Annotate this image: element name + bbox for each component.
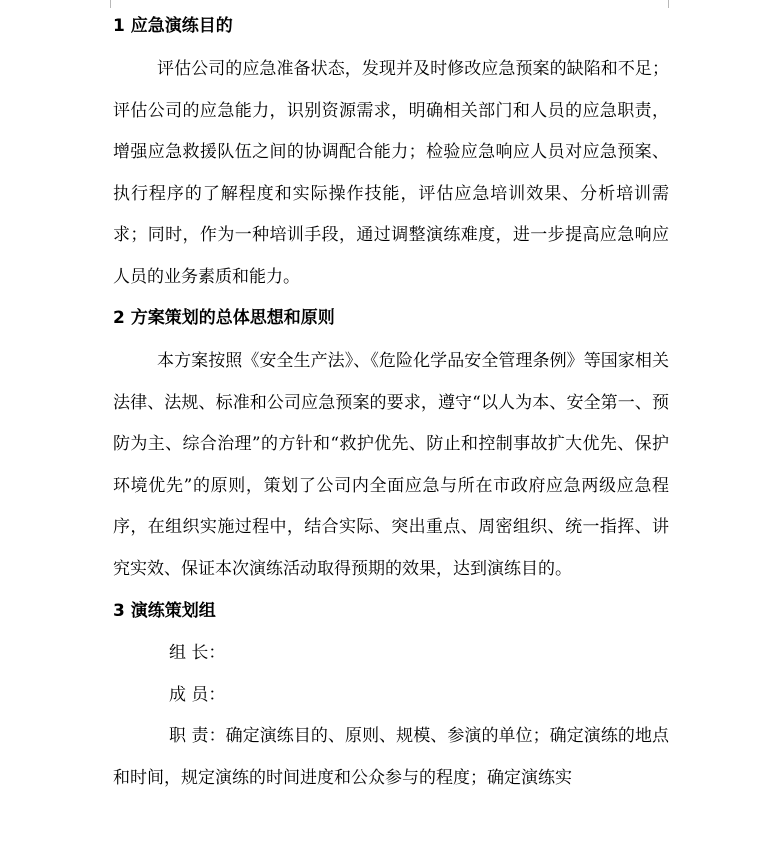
page-corner-mark-left <box>88 0 111 8</box>
page-corner-mark-right <box>668 0 691 8</box>
section-heading-planning-group: 3 演练策划组 <box>113 601 216 621</box>
group-duty-paragraph: 职 责：确定演练目的、原则、规模、参演的单位；确定演练的地点和时间，规定演练的时间进度和公众参与的程度；确定演练实 <box>113 726 669 788</box>
section-paragraph-principles: 本方案按照《安全生产法》、《危险化学品安全管理条例》等国家相关法律、法规、标准和公司应急预案的要求，遵守“以人为本、安全第一、预防为主、综合治理”的方针和“救护优先、防止和控制事故扩大优先、保护环境优先”的原则，策划了公司内全面应急与所在市政府应急两级应急程序，在组织实施过程中，结合实际、突出重点、周密组织、统一指挥、讲究实效、保证本次演练活动取得预期的效果，达到演练目的。 <box>113 351 669 579</box>
section-heading-purpose: 1 应急演练目的 <box>113 16 233 36</box>
section-paragraph-purpose: 评估公司的应急准备状态，发现并及时修改应急预案的缺陷和不足；评估公司的应急能力，识别资源需求，明确相关部门和人员的应急职责，增强应急救援队伍之间的协调配合能力；检验应急响应人员对应急预案、执行程序的了解程度和实际操作技能，评估应急培训效果、分析培训需求；同时，作为一种培训手段，通过调整演练难度，进一步提高应急响应人员的业务素质和能力。 <box>113 59 669 287</box>
group-members-line: 成 员： <box>169 684 226 705</box>
document-body <box>113 11 669 799</box>
group-leader-line: 组 长： <box>169 643 226 663</box>
section-heading-principles: 2 方案策划的总体思想和原则 <box>113 308 335 328</box>
